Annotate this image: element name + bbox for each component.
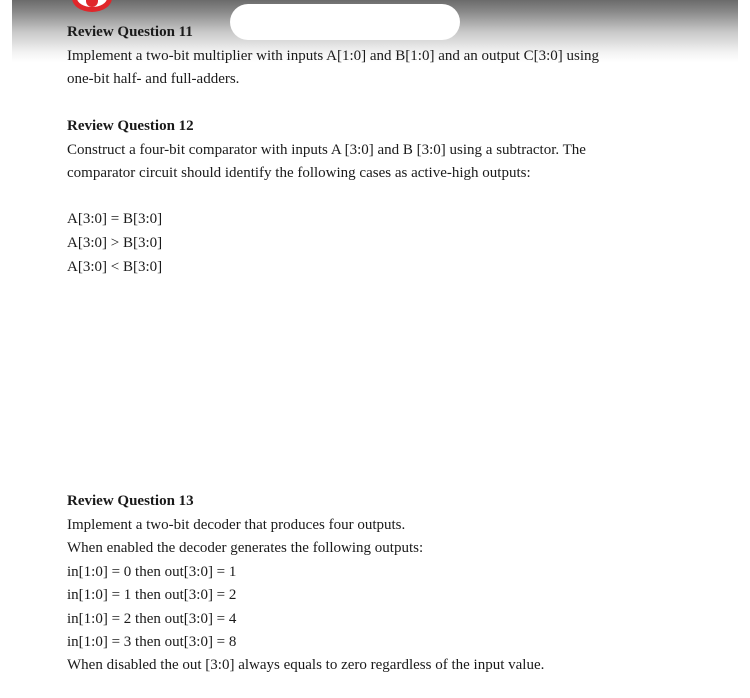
redaction-mark [230, 4, 460, 40]
q13-case-0: in[1:0] = 0 then out[3:0] = 1 [67, 564, 237, 580]
q13-case-2: in[1:0] = 2 then out[3:0] = 4 [67, 611, 237, 627]
q12-case-less: A[3:0] < B[3:0] [67, 259, 163, 275]
q13-title: Review Question 13 [67, 493, 194, 509]
q11-title: Review Question 11 [67, 24, 193, 40]
q12-line-2: comparator circuit should identify the following cases as active-high outputs: [67, 165, 531, 181]
q13-case-1: in[1:0] = 1 then out[3:0] = 2 [67, 587, 237, 603]
q12-title: Review Question 12 [67, 118, 194, 134]
q11-line-2: one-bit half- and full-adders. [67, 71, 240, 87]
q12-line-1: Construct a four-bit comparator with inputs A [3:0] and B [3:0] using a subtractor. The [67, 142, 586, 158]
q13-line-2: When enabled the decoder generates the following outputs: [67, 540, 424, 556]
q11-line-1: Implement a two-bit multiplier with inputs A[1:0] and B[1:0] and an output C[3:0] using [67, 48, 600, 64]
q13-line-1: Implement a two-bit decoder that produces four outputs. [67, 517, 406, 533]
q12-case-equal: A[3:0] = B[3:0] [67, 211, 163, 227]
q12-case-greater: A[3:0] > B[3:0] [67, 235, 163, 251]
q13-line-disabled: When disabled the out [3:0] always equals to zero regardless of the input value. [67, 657, 545, 673]
q13-case-3: in[1:0] = 3 then out[3:0] = 8 [67, 634, 237, 650]
